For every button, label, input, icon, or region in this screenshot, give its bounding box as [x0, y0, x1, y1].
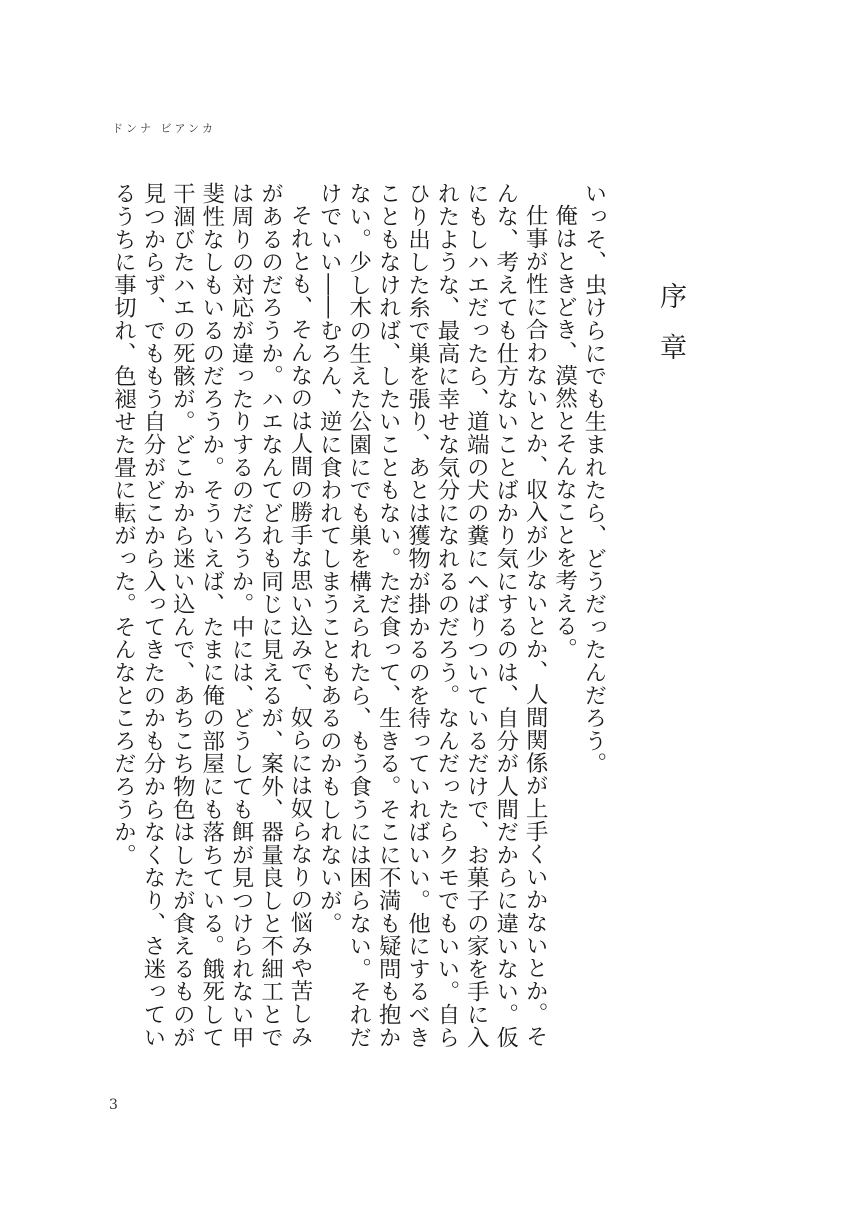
body-text: [78, 182, 608, 1067]
running-head-title: ドンナ ビアンカ: [112, 122, 217, 135]
page-number: 3: [109, 1097, 118, 1113]
paragraph: いっそ、虫けらにでも生まれたら、どうだったんだろう。: [581, 182, 607, 775]
paragraph: それとも、そんなのは人間の勝手な思い込みで、奴らには奴らなりの悩みや苦しみがあるのだろうか。ハエなんてどれも同じに見えるが、案外、器量良しと不細工とでは周りの対応が違ったりするのだろうか。中には、どうしても餌が見つけられない甲斐性なしもいるのだろうか。そういえば、たまに俺の部屋にも落ちている。餓死して干涸びたハエの死骸が。どこかから迷い込んで、あちこち物色はしたが食えるものが見つからず、でももう自分がどこから入ってきたのかも分からなくなり、さ迷っているうちに事切れ、色褪せた畳に転がった。そんなところだろうか。: [110, 182, 313, 1049]
paragraph: 仕事が性に合わないとか、収入が少ないとか、人間関係が上手くいかないとか。そんな、考えても仕方ないことばかり気にするのは、自分が人間だからに違いない。仮にもしハエだったら、道端の犬の糞にへばりついているだけで、お菓子の家を手に入れたような、最高に幸せな気分になれるのだろう。なんだったらクモでもいい。自らひり出した糸で巣を張り、あとは獲物が掛かるのを待っていればいい。他にするべきこともなければ、したいこともない。ただ食って、生きる。そこに不満も疑問も抱かない。少し木の生えた公園にでも巣を構えられたら、もう食うには困らない。それだけでいい――むろん、逆に食われてしまうこともあるのかもしれないが。: [316, 182, 549, 1049]
paragraph: 俺はときどき、漠然とそんなことを考える。: [551, 204, 578, 661]
chapter-title: 序章: [655, 282, 686, 384]
